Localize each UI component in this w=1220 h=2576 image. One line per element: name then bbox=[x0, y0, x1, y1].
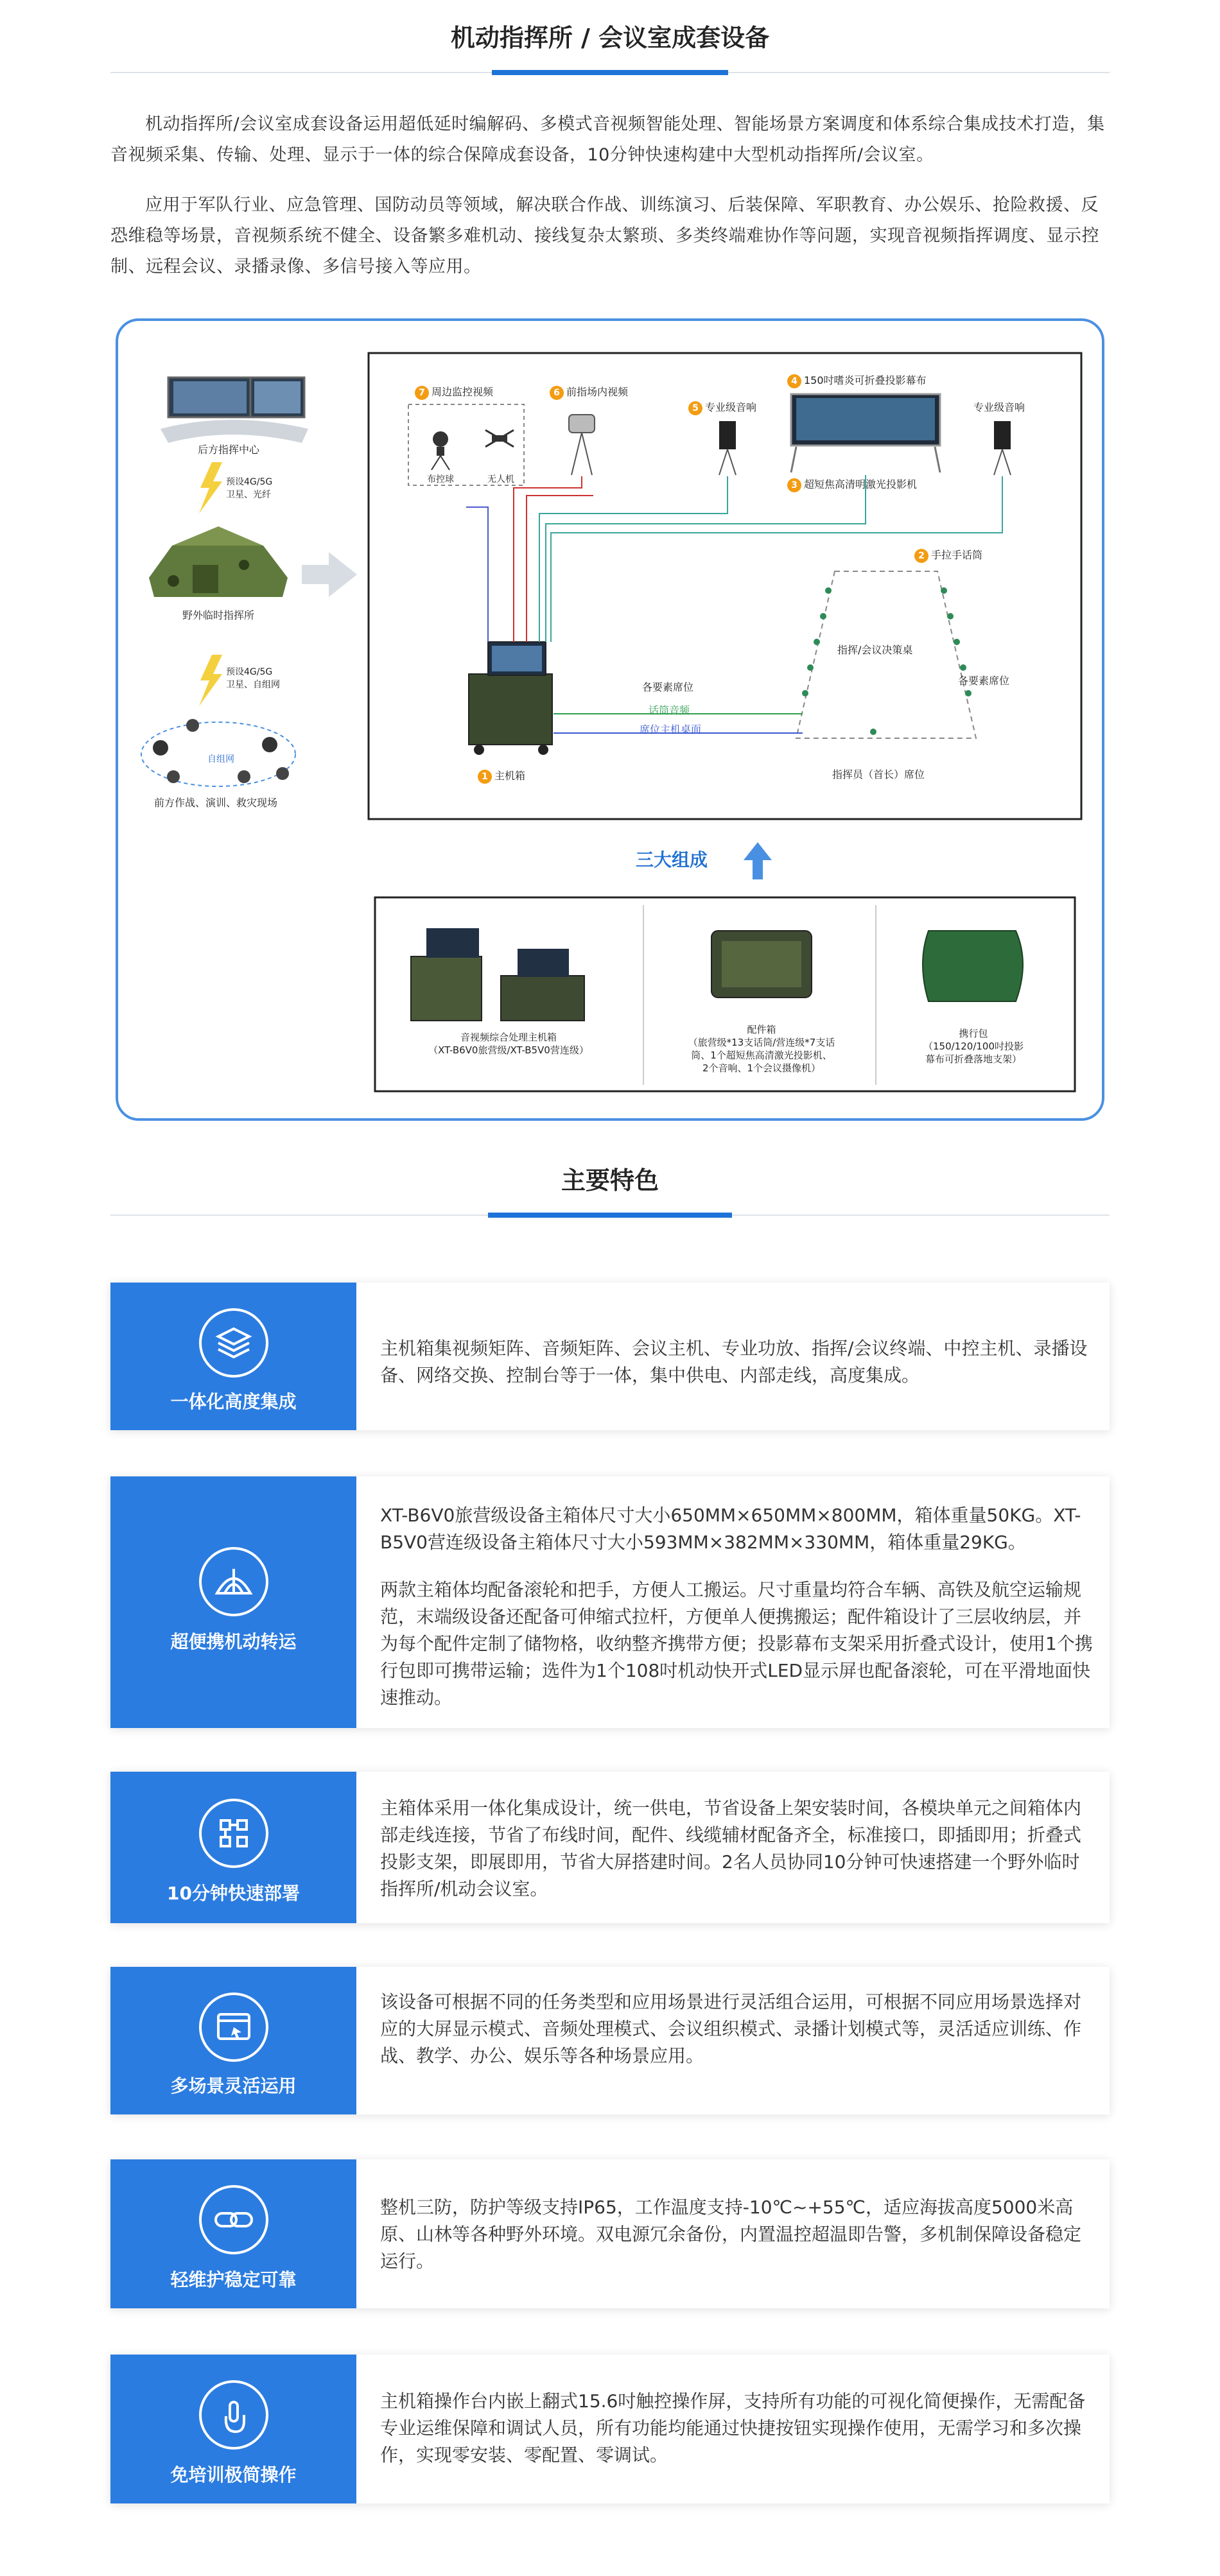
feature-title: 轻维护稳定可靠 bbox=[170, 2269, 297, 2290]
intro-paragraph-2: 应用于军队行业、应急管理、国防动员等领域，解决联合作战、训练演习、后装保障、军职教育、办公娱乐、抢险救援、反恐维稳等场景，音视频系统不健全、设备繁多难机动、接线复杂太繁琐、多类终端难协作等问题，实现音视频指挥调度、显示控制、远程会议、录播录像、多信号接入等应用。 bbox=[110, 195, 1099, 277]
label-item-2: 2 手拉手话筒 bbox=[914, 547, 982, 563]
feature-badge bbox=[110, 1772, 356, 1923]
feature-title: 10分钟快速部署 bbox=[167, 1883, 300, 1904]
label-item-4: 4 150吋嗜炎可折叠投影幕布 bbox=[787, 372, 927, 388]
link-bolt-icon bbox=[199, 462, 222, 514]
feature-badge bbox=[110, 1476, 356, 1728]
feature-card bbox=[110, 1772, 1110, 1923]
video-link-line bbox=[466, 507, 488, 642]
label-drone: 无人机 bbox=[487, 474, 514, 485]
feature-card bbox=[110, 1967, 1110, 2114]
feature-description-2: 两款主箱体均配备滚轮和把手，方便人工搬运。尺寸重量均符合车辆、高铁及航空运输规范，末端级设备还配备可伸缩式拉杆，方便单人便携搬运；配件箱设计了三层收纳层，并为每个配件定制了储物格，收纳整齐携带方便；投影幕布支架采用折叠式设计，使用1个携行包即可携带运输；选件为1个108吋机动快开式LED显示屏也配备滚轮，可在平滑地面快速推动。 bbox=[380, 1579, 1093, 1708]
component-label-host: 音视频综合处理主机箱 （XT-B6V0旅营级/XT-B5V0营连级） bbox=[428, 1032, 589, 1056]
intro-paragraph-1: 机动指挥所/会议室成套设备运用超低延时编解码、多模式音视频智能处理、智能场景方案调度和体系综合集成技术打造，集音视频采集、传输、处理、显示于一体的综合保障成套设备，10分钟快速构建中大型机动指挥所/会议室。 bbox=[110, 114, 1105, 165]
link-bolt-icon bbox=[199, 655, 222, 706]
video-link-line bbox=[514, 476, 582, 642]
label-seat-desktop: 席位主机桌面 bbox=[640, 723, 702, 736]
microphone-icons bbox=[802, 587, 972, 735]
feature-card bbox=[110, 1476, 1110, 1728]
features-accent bbox=[488, 1213, 732, 1218]
label-conference-table: 指挥/会议决策桌 bbox=[837, 644, 913, 656]
carry-bag-image bbox=[923, 931, 1023, 1001]
network-icon bbox=[199, 1799, 268, 1868]
projection-screen-image bbox=[791, 394, 940, 472]
host-case-image bbox=[411, 928, 584, 1021]
feature-badge bbox=[110, 2355, 356, 2503]
audio-link-line bbox=[539, 476, 728, 642]
page-title: 机动指挥所 / 会议室成套设备 bbox=[450, 24, 770, 52]
label-self-network: 自组网 bbox=[207, 754, 234, 765]
link-icon bbox=[199, 2185, 268, 2254]
label-seats-right: 各要素席位 bbox=[958, 675, 1010, 687]
drone-icon bbox=[485, 430, 514, 447]
component-label-accessory: 配件箱 （旅营级*13支话筒/营连级*7支话 筒、1个超短焦高清激光投影机、 2个音响、1个会议摄像机） bbox=[688, 1024, 835, 1074]
label-link-2: 预设4G/5G 卫星、自组网 bbox=[226, 667, 280, 690]
feature-title: 多场景灵活运用 bbox=[170, 2075, 297, 2096]
feature-card bbox=[110, 2355, 1110, 2503]
feature-description: 该设备可根据不同的任务类型和应用场景进行灵活组合运用，可根据不同应用场景选择对应的大屏显示模式、音频处理模式、会议组织模式、录播计划模式等，灵活适应训练、作战、教学、办公、娱乐等各种场景应用。 bbox=[380, 1991, 1082, 2066]
label-item-6: 6 前指场内视频 bbox=[550, 384, 628, 400]
label-seats-left: 各要素席位 bbox=[642, 681, 694, 693]
label-item-5: 5 专业级音响 bbox=[688, 399, 756, 415]
label-mic-audio: 话筒音频 bbox=[649, 704, 690, 716]
ptz-camera-icon bbox=[431, 431, 449, 470]
feature-description: XT-B6V0旅营级设备主箱体尺寸大小650MM×650MM×800MM，箱体重量50KG。XT-B5V0营连级设备主箱体尺寸大小593MM×382MM×330MM，箱体重量29KG。 bbox=[380, 1505, 1081, 1553]
label-speaker-right: 专业级音响 bbox=[973, 401, 1025, 413]
feature-badge bbox=[110, 1283, 356, 1430]
label-front-scene: 前方作战、演训、救灾现场 bbox=[153, 797, 278, 809]
speaker-icon bbox=[994, 421, 1011, 475]
main-host-case-image bbox=[469, 642, 552, 755]
feature-description: 主机箱集视频矩阵、音频矩阵、会议主机、专业功放、指挥/会议终端、中控主机、录播设备、网络交换、控制台等于一体，集中供电、内部走线，高度集成。 bbox=[380, 1338, 1088, 1386]
diagram-graphics bbox=[0, 0, 1220, 1130]
feature-title: 免培训极简操作 bbox=[170, 2464, 297, 2485]
label-rear-center: 后方指挥中心 bbox=[197, 444, 260, 456]
label-field-post: 野外临时指挥所 bbox=[182, 609, 255, 621]
touch-icon bbox=[199, 2380, 268, 2450]
features-title: 主要特色 bbox=[561, 1166, 659, 1195]
field-tent-image bbox=[149, 526, 288, 597]
component-label-bag: 携行包 （150/120/100吋投影 幕布可折叠落地支架） bbox=[923, 1028, 1024, 1065]
up-arrow-icon bbox=[744, 842, 772, 879]
feature-badge bbox=[110, 2159, 356, 2308]
projector-link-line bbox=[546, 475, 866, 642]
feature-title: 超便携机动转运 bbox=[170, 1631, 297, 1652]
feature-card bbox=[110, 1283, 1110, 1430]
window-icon bbox=[199, 1993, 268, 2062]
feature-card bbox=[110, 2159, 1110, 2308]
rear-command-center-image bbox=[161, 377, 308, 443]
label-link-1: 预设4G/5G 卫星、光纤 bbox=[226, 477, 273, 500]
feature-description: 主箱体采用一体化集成设计，统一供电，节省设备上架安装时间，各模块单元之间箱体内部走线连接，节省了布线时间，配件、线缆辅材配备齐全，标准接口，即插即用；折叠式投影支架，即展即用，节省大屏搭建时间。2名人员协同10分钟可快速搭建一个野外临时指挥所/机动会议室。 bbox=[380, 1797, 1082, 1899]
label-item-7: 7 周边监控视频 bbox=[415, 384, 493, 400]
feature-title: 一体化高度集成 bbox=[170, 1391, 297, 1412]
speaker-icon bbox=[719, 421, 736, 475]
flow-arrow-icon bbox=[302, 552, 357, 597]
feature-badge bbox=[110, 1967, 356, 2114]
accessory-case-image bbox=[711, 931, 812, 998]
label-ptz: 布控球 bbox=[427, 474, 454, 485]
tent-icon bbox=[199, 1547, 268, 1616]
label-item-1: 1 主机箱 bbox=[478, 768, 525, 784]
conference-camera-icon bbox=[569, 415, 595, 475]
three-components-title: 三大组成 bbox=[636, 849, 708, 870]
layers-icon bbox=[199, 1308, 268, 1378]
feature-description: 整机三防，防护等级支持IP65，工作温度支持-10℃~+55℃，适应海拔高度5000米高原、山林等各种野外环境。双电源冗余备份，内置温控超温即告警，多机制保障设备稳定运行。 bbox=[380, 2197, 1082, 2272]
feature-description: 主机箱操作台内嵌上翻式15.6吋触控操作屏，支持所有功能的可视化简便操作，无需配备专业运维保障和调试人员，所有功能均能通过快捷按钮实现操作使用，无需学习和多次操作，实现零安装、零配置、零调试。 bbox=[380, 2390, 1086, 2466]
label-item-3: 3 超短焦高清明激光投影机 bbox=[787, 476, 917, 492]
label-chief-seat: 指挥员（首长）席位 bbox=[832, 768, 925, 781]
